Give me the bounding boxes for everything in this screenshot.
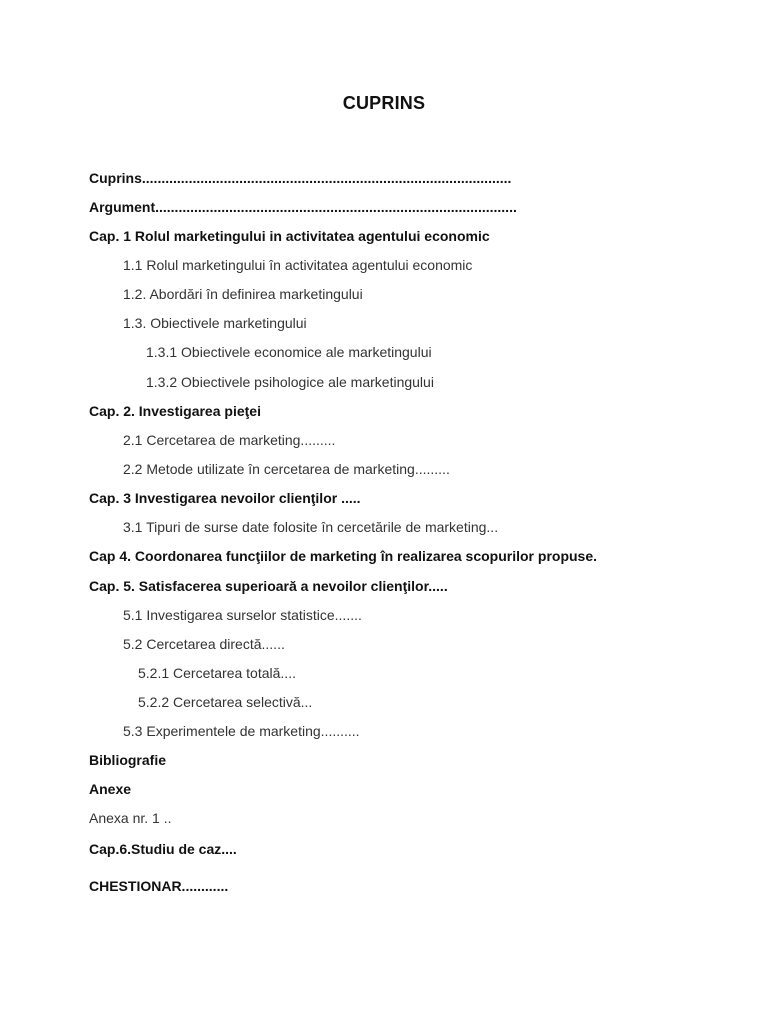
- toc-entry-section-5-3: 5.3 Experimentele de marketing..........: [123, 723, 360, 739]
- toc-entry-chapter-5: Cap. 5. Satisfacerea superioară a nevoilor clienţilor.....: [89, 578, 448, 594]
- toc-entry-chapter-6: Cap.6.Studiu de caz....: [89, 841, 237, 857]
- toc-entry-section-1-1: 1.1 Rolul marketingului în activitatea agentului economic: [123, 257, 473, 273]
- toc-entry-section-5-2-2: 5.2.2 Cercetarea selectivă...: [138, 694, 313, 710]
- toc-entry-section-2-1: 2.1 Cercetarea de marketing.........: [123, 432, 336, 448]
- toc-entry-section-2-2: 2.2 Metode utilizate în cercetarea de marketing.........: [123, 461, 450, 477]
- toc-entry-section-3-1: 3.1 Tipuri de surse date folosite în cercetările de marketing...: [123, 519, 499, 535]
- toc-entry-anexa-1: Anexa nr. 1 ..: [89, 810, 172, 826]
- toc-entry-anexe: Anexe: [89, 781, 132, 797]
- toc-entry-chapter-2: Cap. 2. Investigarea pieţei: [89, 403, 261, 419]
- toc-entry-cuprins: Cuprins...............................................................................................: [89, 170, 512, 186]
- toc-entry-section-1-3-2: 1.3.2 Obiectivele psihologice ale marketingului: [146, 374, 434, 390]
- toc-entry-section-5-2-1: 5.2.1 Cercetarea totală....: [138, 665, 296, 681]
- page-title: CUPRINS: [342, 93, 426, 113]
- toc-entry-section-1-3-1: 1.3.1 Obiectivele economice ale marketingului: [146, 344, 432, 360]
- toc-entry-bibliografie: Bibliografie: [89, 752, 167, 768]
- toc-entry-section-5-1: 5.1 Investigarea surselor statistice.......: [123, 607, 362, 623]
- toc-entry-chapter-4: Cap 4. Coordonarea funcţiilor de marketing în realizarea scopurilor propuse.: [89, 548, 598, 564]
- toc-entry-chapter-1: Cap. 1 Rolul marketingului in activitatea agentului economic: [89, 228, 490, 244]
- toc-entry-section-1-2: 1.2. Abordări în definirea marketingului: [123, 286, 363, 302]
- toc-entry-chapter-3: Cap. 3 Investigarea nevoilor clienţilor .....: [89, 490, 361, 506]
- toc-entry-chestionar: CHESTIONAR............: [89, 878, 229, 894]
- toc-entry-section-5-2: 5.2 Cercetarea directă......: [123, 636, 285, 652]
- toc-entry-section-1-3: 1.3. Obiectivele marketingului: [123, 315, 307, 331]
- toc-entry-argument: Argument.............................................................................................: [89, 199, 517, 215]
